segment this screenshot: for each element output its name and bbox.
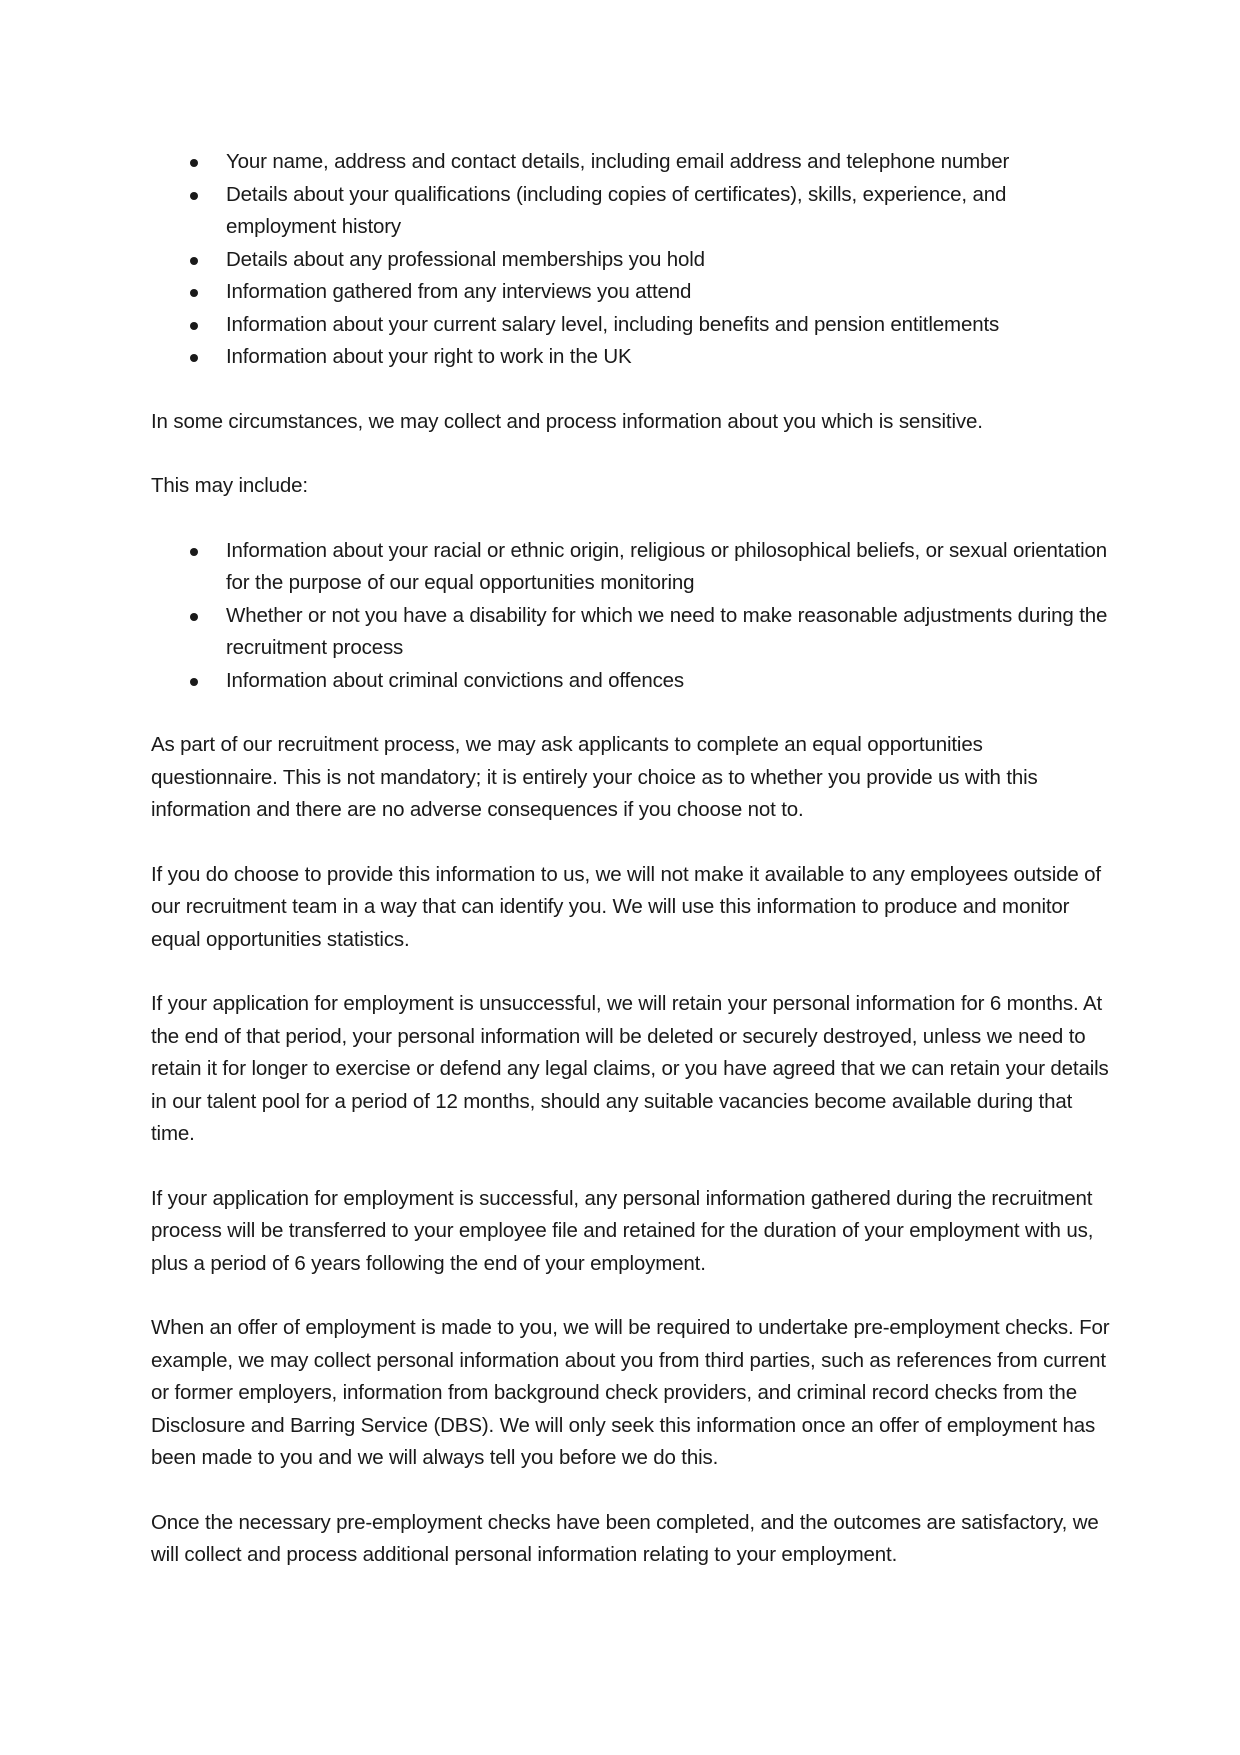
bullet-icon — [190, 322, 198, 330]
bullet-icon — [190, 159, 198, 167]
paragraph-may-include: This may include: — [151, 474, 308, 497]
list-item — [151, 146, 1111, 179]
list-item-text: Whether or not you have a disability for which we need to make reasonable adjustments during the recruitment process — [226, 603, 1108, 659]
list-item — [151, 276, 1111, 309]
paragraph-offer: When an offer of employment is made to you, we will be required to undertake pre-employment checks. For example, we may collect personal information about you from third parties, such as references from current or former employers, information from background check providers, and criminal record checks from the Disclosure and Barring Service (DBS). We will only seek this information once an offer of employment has been made to you and we will always tell you before we do this. — [151, 1316, 1110, 1469]
list-item — [151, 309, 1111, 342]
list-item — [151, 341, 1111, 374]
list-item — [151, 244, 1111, 277]
list-item — [151, 535, 1111, 600]
list-item-text: Details about your qualifications (including copies of certificates), skills, experience, and employment history — [226, 182, 1007, 238]
bullet-icon — [190, 354, 198, 362]
list-item — [151, 665, 1111, 698]
list-item — [151, 600, 1111, 665]
paragraph-provide-information: If you do choose to provide this information to us, we will not make it available to any employees outside of our recruitment team in a way that can identify you. We will use this information to produce and monitor equal opportunities statistics. — [151, 862, 1101, 951]
document-page — [151, 146, 1111, 1572]
paragraph-sensitive: In some circumstances, we may collect and process information about you which is sensitive. — [151, 409, 983, 433]
list-item-text: Information gathered from any interviews you attend — [226, 280, 692, 303]
list-item-text: Details about any professional memberships you hold — [226, 247, 705, 271]
list-item-text: Information about criminal convictions and offences — [226, 668, 685, 692]
bullet-icon — [190, 257, 198, 265]
list-item-text: Your name, address and contact details, including email address and telephone number — [226, 150, 1010, 173]
sensitive-info-list — [151, 535, 1111, 698]
paragraph-unsuccessful: If your application for employment is unsuccessful, we will retain your personal information for 6 months. At the end of that period, your personal information will be deleted or securely destroyed, unless we need to retain it for longer to exercise or defend any legal claims, or you have agreed that we can retain your details in our talent pool for a period of 12 months, should any suitable vacancies become available during that time. — [151, 992, 1109, 1145]
bullet-icon — [190, 678, 198, 686]
personal-info-list — [151, 146, 1111, 374]
bullet-icon — [190, 548, 198, 556]
list-item-text: Information about your racial or ethnic origin, religious or philosophical beliefs, or sexual orientation for the purpose of our equal opportunities monitoring — [226, 538, 1108, 594]
list-item-text: Information about your right to work in the UK — [226, 345, 632, 368]
paragraph-checks: Once the necessary pre-employment checks have been completed, and the outcomes are satisfactory, we will collect and process additional personal information relating to your employment. — [151, 1510, 1099, 1566]
list-item — [151, 179, 1111, 244]
paragraph-successful: If your application for employment is successful, any personal information gathered during the recruitment process will be transferred to your employee file and retained for the duration of your employment with us, plus a period of 6 years following the end of your employment. — [151, 1186, 1094, 1275]
list-item-text: Information about your current salary level, including benefits and pension entitlements — [226, 312, 1000, 336]
bullet-icon — [190, 289, 198, 297]
paragraph-questionnaire: As part of our recruitment process, we may ask applicants to complete an equal opportunities questionnaire. This is not mandatory; it is entirely your choice as to whether you provide us with this information and there are no adverse consequences if you choose not to. — [151, 733, 1038, 821]
bullet-icon — [190, 613, 198, 621]
bullet-icon — [190, 192, 198, 200]
